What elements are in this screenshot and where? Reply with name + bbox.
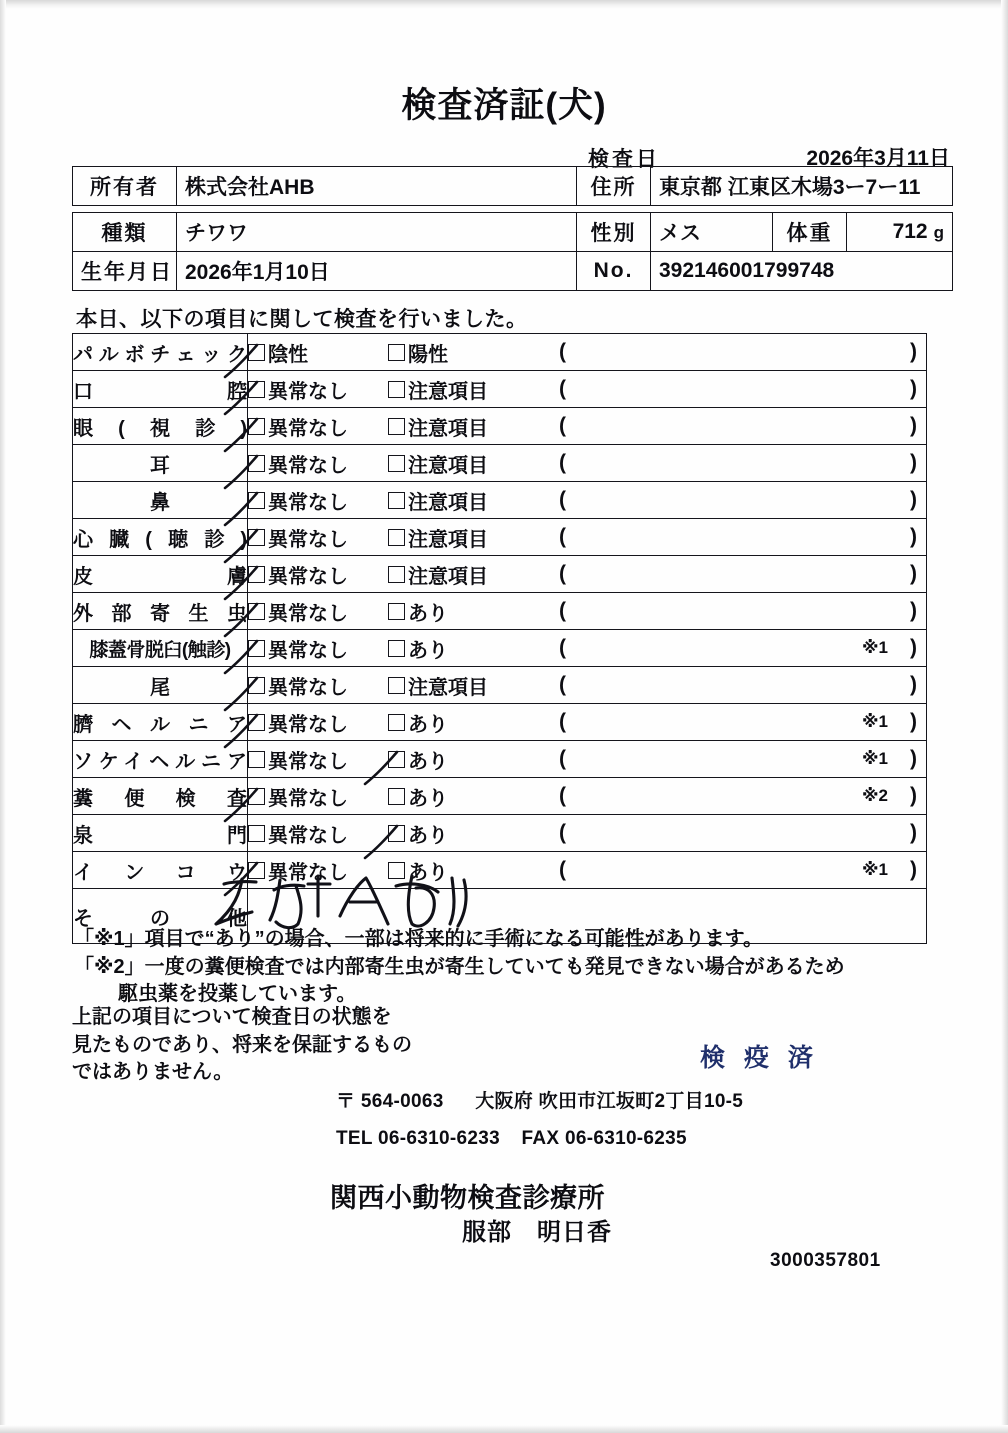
checkbox-option-a[interactable] — [248, 338, 388, 367]
remark-paren-close: ) — [910, 451, 917, 474]
remark-paren-close: ) — [910, 821, 917, 844]
inspection-date-value: 2026年3月11日 — [806, 147, 950, 170]
postal-mark-icon: 〒 — [336, 1091, 356, 1112]
checkbox-option-b-label: あり — [408, 824, 448, 847]
checkbox-icon[interactable] — [388, 788, 405, 805]
remark-paren-close: ) — [910, 525, 917, 548]
checklist-item-options — [248, 630, 927, 667]
inspection-date-label: 検査日 — [588, 148, 660, 171]
checklist-table — [72, 333, 927, 944]
checkbox-option-a[interactable] — [248, 708, 388, 737]
checkbox-option-a[interactable] — [248, 745, 388, 774]
remark-paren-open: ( — [559, 562, 566, 585]
table-row — [73, 408, 927, 445]
checkbox-option-b-label: 注意項目 — [408, 565, 488, 588]
checkbox-icon[interactable] — [388, 862, 405, 879]
checklist-item-label: インコウ — [73, 852, 248, 889]
checkbox-icon[interactable] — [388, 418, 405, 435]
remark-paren-close: ) — [910, 784, 917, 807]
checkbox-option-a-label: 異常なし — [268, 750, 348, 773]
checklist-item-label: 外部寄生虫 — [73, 593, 248, 630]
document-number: 3000357801 — [770, 1250, 881, 1271]
remark-paren-close: ) — [910, 747, 917, 770]
checklist-item-options — [248, 519, 927, 556]
breed-label: 種類 — [73, 213, 177, 252]
checkbox-icon[interactable] — [248, 603, 265, 620]
checkbox-icon[interactable] — [248, 418, 265, 435]
remark-paren-open: ( — [559, 377, 566, 400]
disclaimer-line-2: 見たものであり、将来を保証するもの — [72, 1033, 412, 1056]
checkbox-option-a-label: 異常なし — [268, 639, 348, 662]
footnote-1: 「※1」項目で“あり”の場合、一部は将来的に手術になる可能性があります。 — [74, 928, 763, 950]
checkbox-icon[interactable] — [248, 788, 265, 805]
checklist-item-options — [248, 667, 927, 704]
checklist-item-label: 心臓(聴診) — [73, 519, 248, 556]
table-row-breed — [73, 213, 953, 252]
checkbox-option-b-label: 注意項目 — [408, 528, 488, 551]
table-row — [73, 445, 927, 482]
footnote-marker: ※1 — [862, 638, 888, 657]
remark-paren-close: ) — [910, 858, 917, 881]
checkbox-option-b-label: 注意項目 — [408, 491, 488, 514]
address-value: 東京都 江東区木場3ー7ー11 — [651, 167, 953, 206]
remark-paren-open: ( — [559, 340, 566, 363]
other-label: その他 — [73, 889, 248, 944]
checkbox-icon[interactable] — [388, 640, 405, 657]
checkbox-icon[interactable] — [388, 381, 405, 398]
remark-paren-close: ) — [910, 599, 917, 622]
checkbox-icon[interactable] — [388, 344, 405, 361]
checkbox-icon[interactable] — [248, 455, 265, 472]
checklist-item-label: 眼(視診) — [73, 408, 248, 445]
breed-value: チワワ — [177, 213, 577, 252]
table-row — [73, 482, 927, 519]
checkbox-option-a-label: 異常なし — [268, 528, 348, 551]
checkbox-option-b[interactable] — [388, 782, 553, 811]
checkbox-icon[interactable] — [388, 455, 405, 472]
checkbox-icon[interactable] — [248, 751, 265, 768]
remark-paren-open: ( — [559, 525, 566, 548]
remark-paren-open: ( — [559, 747, 566, 770]
clinic-fax: FAX 06-6310-6235 — [521, 1128, 687, 1149]
checklist-item-label: ソケイヘルニア — [73, 741, 248, 778]
no-value: 392146001799748 — [651, 252, 953, 291]
checkbox-icon[interactable] — [248, 862, 265, 879]
checkbox-icon[interactable] — [248, 825, 265, 842]
owner-value: 株式会社AHB — [177, 167, 577, 206]
no-label: No. — [577, 252, 651, 291]
checkbox-option-a[interactable] — [248, 412, 388, 441]
checklist-item-options — [248, 593, 927, 630]
checklist-item-label: 口腔 — [73, 371, 248, 408]
table-row — [73, 778, 927, 815]
table-row — [73, 593, 927, 630]
table-row-birth — [73, 252, 953, 291]
checklist-item-label: 糞便検査 — [73, 778, 248, 815]
checklist-item-label: 尾 — [73, 667, 248, 704]
checkbox-option-a[interactable] — [248, 375, 388, 404]
checkbox-option-b[interactable] — [388, 449, 553, 478]
table-row — [73, 556, 927, 593]
remark-paren-close: ) — [910, 673, 917, 696]
checkbox-option-b-label: 注意項目 — [408, 417, 488, 440]
clinic-postal-code: 564-0063 — [360, 1091, 444, 1112]
footnote-marker: ※1 — [862, 860, 888, 879]
checkbox-option-a-label: 異常なし — [268, 861, 348, 884]
birth-value: 2026年1月10日 — [177, 252, 577, 291]
checklist-item-label: 鼻 — [73, 482, 248, 519]
remark-paren-close: ) — [910, 636, 917, 659]
remark-paren-open: ( — [559, 784, 566, 807]
remark-paren-close: ) — [910, 340, 917, 363]
checkbox-option-b[interactable] — [388, 745, 553, 774]
checkbox-option-b-label: 注意項目 — [408, 454, 488, 477]
table-row — [73, 704, 927, 741]
clinic-name: 関西小動物検査診療所 — [330, 1183, 605, 1213]
checkbox-option-a[interactable] — [248, 856, 388, 885]
table-row — [73, 667, 927, 704]
checkbox-option-b-label: あり — [408, 639, 448, 662]
checklist-item-label: 皮膚 — [73, 556, 248, 593]
checkbox-icon[interactable] — [248, 714, 265, 731]
checkbox-icon[interactable] — [388, 492, 405, 509]
remark-paren-open: ( — [559, 488, 566, 511]
footnote-2: 「※2」一度の糞便検査では内部寄生虫が寄生していても発見できない場合があるため — [74, 955, 845, 978]
remark-paren-open: ( — [559, 858, 566, 881]
checkbox-icon[interactable] — [388, 677, 405, 694]
checkbox-option-b[interactable] — [388, 560, 553, 589]
scan-edge-right — [1001, 0, 1008, 1433]
checkbox-icon[interactable] — [248, 640, 265, 657]
checklist-item-options — [248, 334, 927, 371]
checkbox-option-b[interactable] — [388, 708, 553, 737]
checkbox-option-a[interactable] — [248, 560, 388, 589]
weight-cell — [847, 213, 953, 252]
table-row — [73, 371, 927, 408]
clinic-tel: TEL 06-6310-6233 — [336, 1128, 500, 1149]
checkbox-option-b[interactable] — [388, 819, 553, 848]
checklist-item-options — [248, 852, 927, 889]
table-row — [73, 852, 927, 889]
checklist-item-label: パルボチェック — [73, 334, 248, 371]
checkbox-option-b-label: 注意項目 — [408, 380, 488, 403]
checkbox-option-b[interactable] — [388, 856, 553, 885]
remark-paren-open: ( — [559, 710, 566, 733]
checkbox-icon[interactable] — [248, 344, 265, 361]
checkbox-icon[interactable] — [388, 566, 405, 583]
table-row — [73, 519, 927, 556]
owner-label: 所有者 — [73, 167, 177, 206]
checkbox-option-a-label: 異常なし — [268, 491, 348, 514]
checkbox-option-a-label: 異常なし — [268, 676, 348, 699]
checkbox-option-a[interactable] — [248, 819, 388, 848]
checkbox-option-a-label: 異常なし — [268, 824, 348, 847]
remark-paren-close: ) — [910, 414, 917, 437]
clinic-doctor-name: 服部 明日香 — [462, 1219, 612, 1246]
checkbox-option-b-label: 注意項目 — [408, 676, 488, 699]
checkbox-option-a[interactable] — [248, 486, 388, 515]
clinic-address — [336, 1086, 743, 1113]
checkbox-option-b-label: あり — [408, 861, 448, 884]
remark-paren-open: ( — [559, 414, 566, 437]
checklist-item-options — [248, 445, 927, 482]
checklist-item-options — [248, 778, 927, 815]
table-row — [73, 630, 927, 667]
checklist-item-options — [248, 741, 927, 778]
checkbox-option-b[interactable] — [388, 634, 553, 663]
scan-edge-left — [0, 0, 6, 1433]
checkbox-icon[interactable] — [388, 529, 405, 546]
checkbox-option-b[interactable] — [388, 412, 553, 441]
checkbox-icon[interactable] — [388, 825, 405, 842]
checkbox-icon[interactable] — [248, 492, 265, 509]
remark-paren-open: ( — [559, 636, 566, 659]
checkbox-option-a[interactable] — [248, 634, 388, 663]
scan-edge-bottom — [0, 1425, 1008, 1433]
checkbox-option-a-label: 異常なし — [268, 454, 348, 477]
weight-label: 体重 — [773, 213, 847, 252]
disclaimer-line-3: ではありません。 — [72, 1061, 234, 1084]
checkbox-option-b-label: あり — [408, 602, 448, 625]
footnote-marker: ※1 — [862, 749, 888, 768]
table-row — [73, 741, 927, 778]
checkbox-option-a-label: 異常なし — [268, 602, 348, 625]
checkbox-icon[interactable] — [248, 381, 265, 398]
remark-paren-open: ( — [559, 451, 566, 474]
checkbox-option-b-label: 陽性 — [408, 343, 448, 366]
checkbox-option-b-label: あり — [408, 750, 448, 773]
table-row — [73, 815, 927, 852]
footnote-marker: ※2 — [862, 786, 888, 805]
clinic-contact — [336, 1128, 687, 1150]
sex-value: メス — [651, 213, 773, 252]
checkbox-icon[interactable] — [388, 714, 405, 731]
checkbox-icon[interactable] — [248, 566, 265, 583]
checklist-item-options — [248, 815, 927, 852]
checkbox-option-a[interactable] — [248, 523, 388, 552]
checklist-item-options — [248, 371, 927, 408]
checkbox-option-a[interactable] — [248, 449, 388, 478]
quarantine-stamp: 検 疫 済 — [700, 1044, 819, 1072]
remark-paren-close: ) — [910, 562, 917, 585]
checkbox-option-b[interactable] — [388, 375, 553, 404]
disclaimer-line-1: 上記の項目について検査日の状態を — [72, 1006, 392, 1028]
checklist-item-label: 膝蓋骨脱臼(触診) — [73, 630, 248, 667]
remark-paren-open: ( — [559, 673, 566, 696]
checklist-item-label: 泉門 — [73, 815, 248, 852]
remark-paren-close: ) — [910, 377, 917, 400]
table-row-owner — [73, 167, 953, 206]
weight-unit: g — [933, 223, 945, 242]
remark-paren-open: ( — [559, 821, 566, 844]
disclaimer — [72, 1004, 492, 1087]
remark-paren-close: ) — [910, 710, 917, 733]
address-label: 住所 — [577, 167, 651, 206]
weight-value: 712 — [892, 220, 928, 243]
checkbox-option-a-label: 異常なし — [268, 565, 348, 588]
checkbox-option-b[interactable] — [388, 597, 553, 626]
footnote-3: 駆虫薬を投薬しています。 — [118, 983, 357, 1006]
checkbox-option-a-label: 陰性 — [268, 343, 308, 366]
checklist-item-options — [248, 556, 927, 593]
checkbox-icon[interactable] — [248, 677, 265, 694]
page-title: 検査済証(犬) — [401, 86, 607, 125]
clinic-address-text: 大阪府 吹田市江坂町2丁目10-5 — [475, 1091, 744, 1112]
birth-label: 生年月日 — [73, 252, 177, 291]
checklist-item-label: 耳 — [73, 445, 248, 482]
checkbox-option-a-label: 異常なし — [268, 380, 348, 403]
checklist-item-options — [248, 408, 927, 445]
remark-paren-open: ( — [559, 599, 566, 622]
checkbox-option-a-label: 異常なし — [268, 417, 348, 440]
checkbox-option-a[interactable] — [248, 782, 388, 811]
checkbox-icon[interactable] — [248, 529, 265, 546]
checkbox-icon[interactable] — [388, 603, 405, 620]
table-row — [73, 334, 927, 371]
checkbox-option-b[interactable] — [388, 523, 553, 552]
remark-paren-close: ) — [910, 488, 917, 511]
checkbox-option-a[interactable] — [248, 671, 388, 700]
checkbox-icon[interactable] — [388, 751, 405, 768]
checklist-item-options — [248, 482, 927, 519]
sex-label: 性別 — [577, 213, 651, 252]
checkbox-option-b-label: あり — [408, 787, 448, 810]
checklist-item-label: 臍ヘルニア — [73, 704, 248, 741]
checkbox-option-a-label: 異常なし — [268, 787, 348, 810]
checkbox-option-a[interactable] — [248, 597, 388, 626]
owner-info-table — [72, 166, 953, 291]
checklist-item-options — [248, 704, 927, 741]
checkbox-option-b[interactable] — [388, 338, 553, 367]
checkbox-option-b-label: あり — [408, 713, 448, 736]
checkbox-option-b[interactable] — [388, 671, 553, 700]
footnotes — [74, 926, 954, 1009]
checklist-intro: 本日、以下の項目に関して検査を行いました。 — [76, 308, 528, 331]
checkbox-option-b[interactable] — [388, 486, 553, 515]
footnote-marker: ※1 — [862, 712, 888, 731]
checkbox-option-a-label: 異常なし — [268, 713, 348, 736]
